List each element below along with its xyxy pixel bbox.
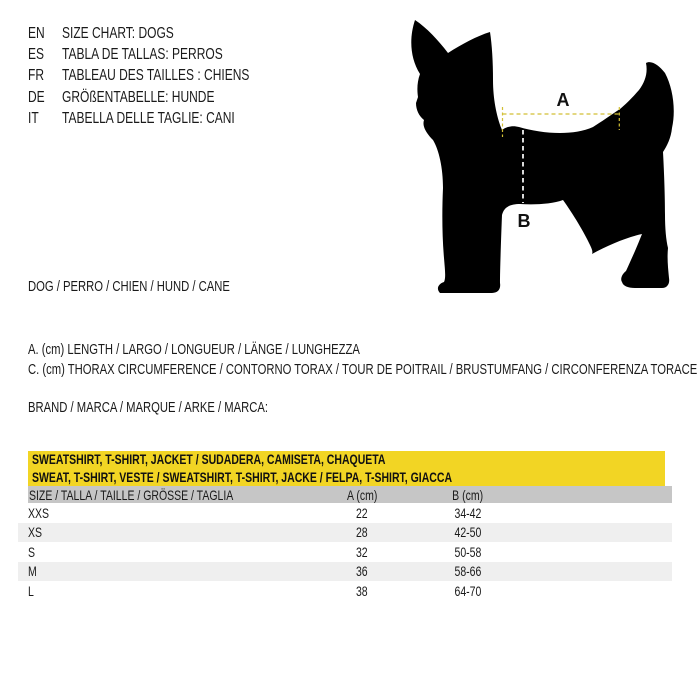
dog-silhouette-svg [380,0,700,320]
language-code: IT [28,109,39,127]
measure-c-definition [28,362,700,378]
chart-title-en: SIZE CHART: DOGS [62,24,174,42]
list-item [28,87,312,108]
b-cm-cell: 50-58 [454,543,482,560]
table-row [18,503,672,523]
list-item [28,23,312,44]
size-cell: M [28,563,37,580]
measure-a-definition-text: A. (cm) LENGTH / LARGO / LONGUEUR / LÄNGE / LUNGHEZZA [28,341,360,358]
brand-line [28,400,348,416]
a-cm-cell: 32 [356,543,368,560]
b-cm-cell: 58-66 [454,563,482,580]
dog-silhouette [411,20,673,293]
table-row [18,523,672,543]
list-item [28,66,312,87]
size-table-title-line1: SWEATSHIRT, T-SHIRT, JACKET / SUDADERA, CAMISETA, CHAQUETA [32,451,386,467]
species-line-text: DOG / PERRO / CHIEN / HUND / CANE [28,278,230,295]
chart-title-fr: TABLEAU DES TAILLES : CHIENS [62,67,250,85]
dog-measurement-diagram [380,0,700,320]
list-item [28,44,312,65]
size-table-title-line2: SWEAT, T-SHIRT, VESTE / SWEATSHIRT, T-SHIRT, JACKE / FELPA, T-SHIRT, GIACCA [32,468,453,485]
measure-label-a: A [556,90,570,110]
b-cm-cell: 64-70 [454,582,482,599]
language-code: ES [28,45,45,63]
chart-title-de: GRÖßENTABELLE: HUNDE [62,88,215,106]
table-row [18,562,672,582]
table-row [18,581,672,601]
measure-label-b: B [517,211,531,231]
species-line [28,279,297,295]
size-cell: L [28,582,34,599]
chart-title-it: TABELLA DELLE TAGLIE: CANI [62,109,235,127]
measure-c-definition-text: C. (cm) THORAX CIRCUMFERENCE / CONTORNO TORAX / TOUR DE POITRAIL / BRUSTUMFANG / CIRCONFERENZA TORACE [28,361,698,378]
b-cm-cell: 34-42 [454,504,482,521]
measure-a-definition [28,342,471,358]
a-cm-cell: 36 [356,563,368,580]
brand-line-text: BRAND / MARCA / MARQUE / ARKE / MARCA: [28,399,269,416]
a-cm-cell: 28 [356,524,368,541]
size-cell: XXS [28,504,50,521]
size-cell: S [28,543,36,560]
size-table-title-band [28,451,665,486]
language-code: FR [28,67,44,85]
language-code: EN [28,24,45,42]
size-table [18,451,672,601]
header-size-label: SIZE / TALLA / TAILLE / GRÖSSE / TAGLIA [29,486,234,503]
size-cell: XS [28,524,43,541]
header-b-cm: B (cm) [452,486,484,503]
a-cm-cell: 22 [356,504,368,521]
header-a-cm: A (cm) [346,486,378,503]
a-cm-cell: 38 [356,582,368,599]
language-code: DE [28,88,45,106]
table-row [18,542,672,562]
b-cm-cell: 42-50 [454,524,482,541]
chart-title-es: TABLA DE TALLAS: PERROS [62,45,223,63]
language-title-list [28,23,312,129]
list-item [28,108,312,129]
size-table-header-row [28,486,672,503]
